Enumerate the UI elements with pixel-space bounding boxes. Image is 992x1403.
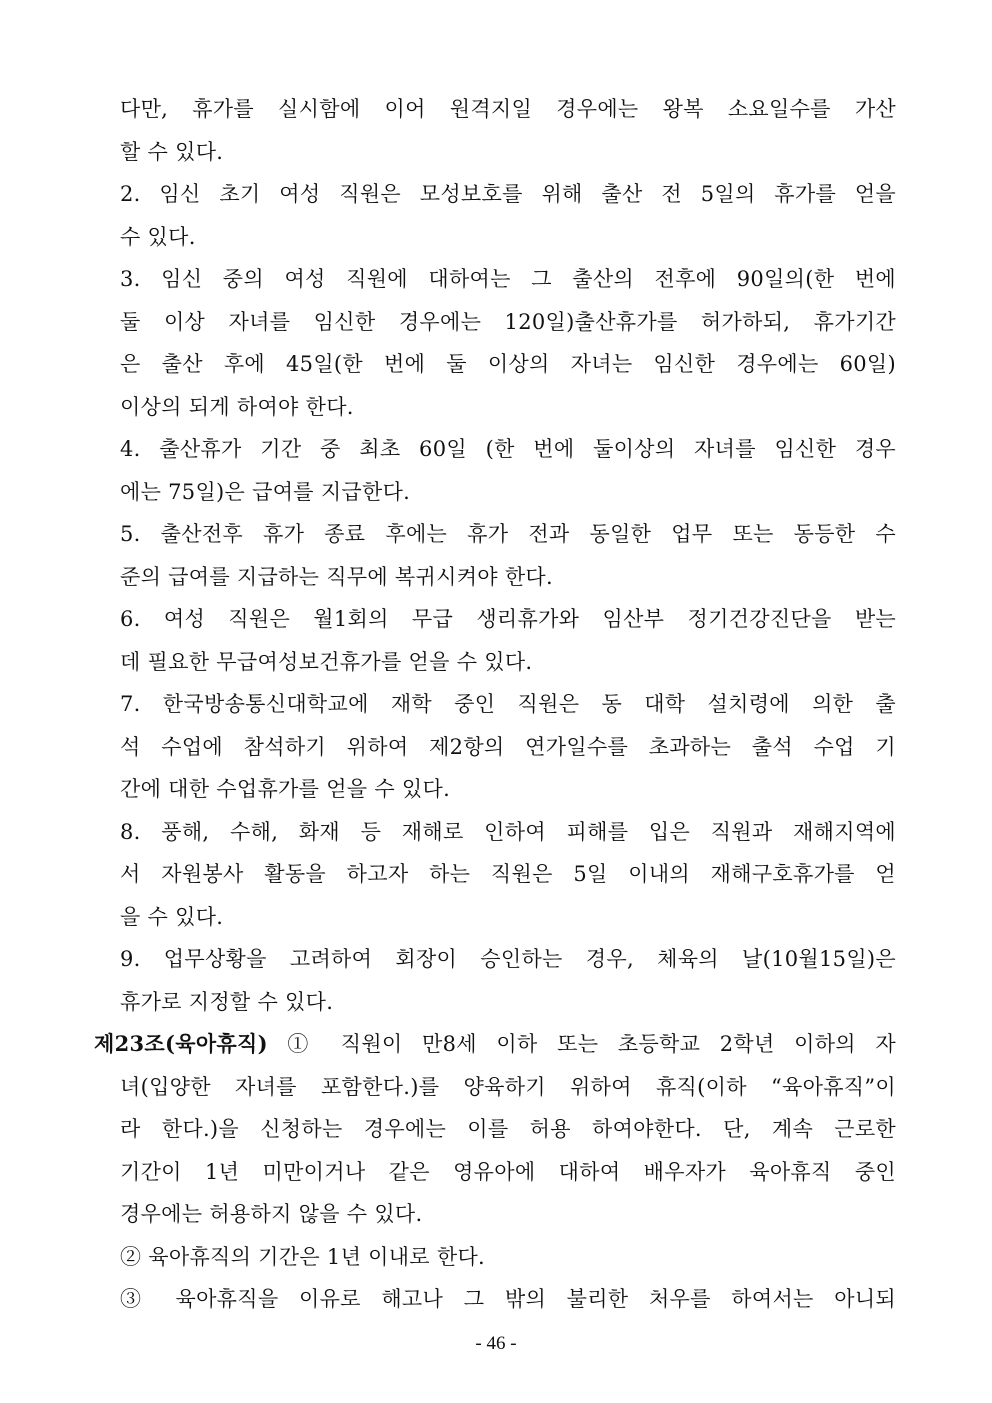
text-line: 8. 풍해, 수해, 화재 등 재해로 인하여 피해를 입은 직원과 재해지역에 bbox=[120, 819, 896, 844]
paragraph-item-3 bbox=[120, 258, 896, 428]
paragraph-item-7 bbox=[120, 683, 896, 811]
text-line: 휴가로 지정할 수 있다. bbox=[120, 989, 334, 1014]
text-line: 기간이 1년 미만이거나 같은 영유아에 대하여 배우자가 육아휴직 중인 bbox=[120, 1159, 896, 1184]
text-line: 5. 출산전후 휴가 종료 후에는 휴가 전과 동일한 업무 또는 동등한 수 bbox=[120, 522, 896, 546]
text-line: 수 있다. bbox=[120, 224, 196, 249]
paragraph-item-8 bbox=[120, 811, 896, 939]
text-line: 은 출산 후에 45일(한 번에 둘 이상의 자녀는 임신한 경우에는 60일) bbox=[120, 352, 896, 376]
text-line: 다만, 휴가를 실시함에 이어 원격지일 경우에는 왕복 소요일수를 가산 bbox=[120, 97, 896, 121]
paragraph-item-5 bbox=[120, 513, 896, 598]
clause-1-start: ① 직원이 만8세 이하 또는 초등학교 2학년 이하의 자 bbox=[287, 1032, 896, 1056]
text-line: 간에 대한 수업휴가를 얻을 수 있다. bbox=[120, 777, 451, 801]
text-line: 경우에는 허용하지 않을 수 있다. bbox=[120, 1202, 423, 1226]
paragraph-item-4 bbox=[120, 428, 896, 513]
article-first-line bbox=[94, 1023, 896, 1066]
text-line: 에는 75일)은 급여를 지급한다. bbox=[120, 479, 411, 504]
text-line: 할 수 있다. bbox=[120, 139, 224, 164]
text-line: 라 한다.)을 신청하는 경우에는 이를 허용 하여야한다. 단, 계속 근로한 bbox=[120, 1117, 896, 1141]
article-heading: 제23조(육아휴직) bbox=[94, 1031, 268, 1056]
text-line: 6. 여성 직원은 월1회의 무급 생리휴가와 임산부 정기건강진단을 받는 bbox=[120, 607, 896, 631]
text-line: 2. 임신 초기 여성 직원은 모성보호를 위해 출산 전 5일의 휴가를 얻을 bbox=[120, 182, 896, 206]
article-23 bbox=[94, 1023, 896, 1321]
paragraph-item-2 bbox=[120, 173, 896, 258]
text-line: 3. 임신 중의 여성 직원에 대하여는 그 출산의 전후에 90일의(한 번에 bbox=[120, 267, 896, 291]
paragraph-intro bbox=[120, 88, 896, 173]
text-line: 녀(입양한 자녀를 포함한다.)를 양육하기 위하여 휴직(이하 “육아휴직”이 bbox=[120, 1074, 896, 1099]
text-line: 4. 출산휴가 기간 중 최초 60일 (한 번에 둘이상의 자녀를 임신한 경우 bbox=[120, 437, 896, 461]
paragraph-item-6 bbox=[120, 598, 896, 683]
text-line: 9. 업무상황을 고려하여 회장이 승인하는 경우, 체육의 날(10월15일)은 bbox=[120, 947, 896, 971]
body-text bbox=[94, 88, 896, 1321]
text-line: 이상의 되게 하여야 한다. bbox=[120, 394, 354, 419]
text-line: 서 자원봉사 활동을 하고자 하는 직원은 5일 이내의 재해구호휴가를 얻 bbox=[120, 862, 896, 886]
text-line: 석 수업에 참석하기 위하여 제2항의 연가일수를 초과하는 출석 수업 기 bbox=[120, 734, 896, 759]
page-number: - 46 - bbox=[475, 1333, 517, 1354]
paragraph-item-9 bbox=[120, 938, 896, 1023]
clause-3: ③ 육아휴직을 이유로 해고나 그 밖의 불리한 처우를 하여서는 아니되 bbox=[120, 1287, 896, 1311]
text-line: 둘 이상 자녀를 임신한 경우에는 120일)출산휴가를 허가하되, 휴가기간 bbox=[120, 309, 896, 334]
text-line: 준의 급여를 지급하는 직무에 복귀시켜야 한다. bbox=[120, 564, 553, 589]
clause-2: ② 육아휴직의 기간은 1년 이내로 한다. bbox=[120, 1244, 486, 1269]
text-line: 7. 한국방송통신대학교에 재학 중인 직원은 동 대학 설치령에 의한 출 bbox=[120, 692, 896, 716]
text-line: 을 수 있다. bbox=[120, 904, 224, 929]
text-line: 데 필요한 무급여성보건휴가를 얻을 수 있다. bbox=[120, 649, 533, 674]
